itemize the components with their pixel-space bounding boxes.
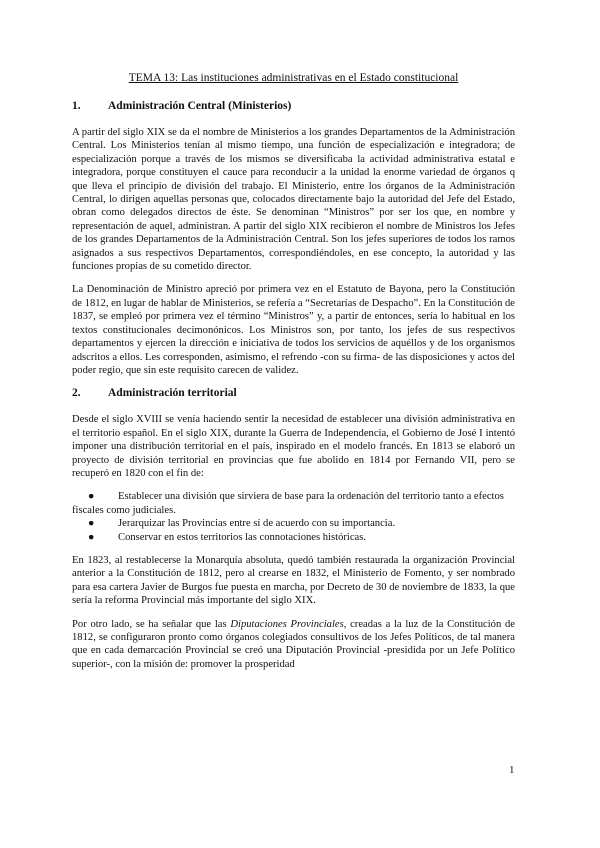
document-title: TEMA 13: Las instituciones administrativas en el Estado constitucional — [128, 72, 459, 84]
section-heading — [72, 387, 515, 399]
bullet-icon: ● — [88, 531, 95, 543]
list-item-text: Establecer una división que sirviera de base para la ordenación del territorio tanto a efectos fiscales como judiciales. — [72, 491, 504, 516]
list-item — [72, 490, 515, 517]
section-title: Administración territorial — [108, 387, 237, 400]
bullet-icon: ● — [88, 518, 95, 530]
section-number: 2. — [72, 387, 81, 400]
bullet-list — [72, 490, 515, 544]
paragraph-text: , creadas a la luz de la Constitución de 1812, se configuraron pronto como órganos colegiados consultivos de los Jefes Políticos, de tal manera que en cada demarcación Provincial se creó una Diputación Provincial -presidida por un Jefe Político superior-, con la misión de: promover la prosperidad — [72, 618, 515, 670]
page-number: 1 — [509, 764, 515, 776]
emphasized-term: Diputaciones Provinciales — [230, 618, 344, 630]
paragraph: En 1823, al restablecerse la Monarquía absoluta, quedó también restaurada la organización Provincial anterior a la Constitución de 1812, pero al crearse en 1832, el Ministerio de Fomento, y ser nombrado para esa cartera Javier de Burgos fue puesta en marcha, por Decreto de 30 de noviembre de 1833, la que sería la reforma Provincial más importante del siglo XIX. — [72, 554, 515, 607]
paragraph-text: Por otro lado, se ha señalar que las — [72, 618, 231, 630]
section-number: 1. — [72, 100, 81, 112]
list-item — [72, 531, 515, 544]
list-item-text: Conservar en estos territorios las connotaciones históricas. — [118, 531, 367, 543]
list-item — [72, 517, 515, 530]
paragraph: La Denominación de Ministro apreció por primera vez en el Estatuto de Bayona, pero la Constitución de 1812, en lugar de hablar de Ministerios, se refería a “Secretarías de Despacho”. En la Constitución de 1837, se empleó por primera vez el término “Ministros” y, a partir de entonces, sería lo habitual en los textos constitucionales decimonónicos. Los Ministros son, por tanto, los jefes de sus respectivos departamentos y ejercen la dirección e iniciativa de todos los servicios de aquéllos y de los organismos adscritos a ellos. Les corresponden, asimismo, el refrendo -con su firma- de las disposiciones y actos del poder regio, que sin este requisito carecen de validez. — [72, 284, 516, 376]
paragraph: A partir del siglo XIX se da el nombre de Ministerios a los grandes Departamentos de la Administración Central. Los Ministerios tenían al mismo tiempo, una función de especialización e integradora; de especialización porque a través de los mismos se diversificaba la actividad administrativa estatal e integradora, porque constituyen el cauce para reconducir a la unidad la enorme variedad de órganos q que lleva el principio de división del trabajo. El Ministerio, entre los órganos de la Administración Central, lo dirigen aquellas personas que, colocados directamente bajo la autoridad del Jefe del Estado, obran como delegados directos de éste. Se denominan “Ministros” por ser los que, en nombre y representación de aquel, administran. A partir del siglo XIX recibieron el nombre de Ministros los Jefes de los grandes Departamentos de la Administración Central. Son los jefes superiores de todos los ramos asignados a sus respectivos Departamentos, correspondiéndoles, en ese concepto, la autoridad y las funciones propias de su cometido director. — [72, 127, 515, 273]
bullet-icon: ● — [88, 491, 95, 503]
paragraph — [72, 618, 515, 672]
section-heading — [72, 100, 515, 112]
section-title: Administración Central (Ministerios) — [108, 100, 292, 112]
list-item-text: Jerarquizar las Provincias entre sí de acuerdo con su importancia. — [118, 518, 396, 530]
paragraph: Desde el siglo XVIII se venía haciendo sentir la necesidad de establecer una división administrativa en el territorio español. En el siglo XIX, durante la Guerra de Independencia, el Gobierno de José I intentó imponer una distribución territorial en el país, inspirado en el modelo francés. En 1813 se elaboró un proyecto de división territorial en provincias que fue abolido en 1814 por Fernando VII, pero se recuperó en 1820 con el fin de: — [72, 414, 515, 479]
